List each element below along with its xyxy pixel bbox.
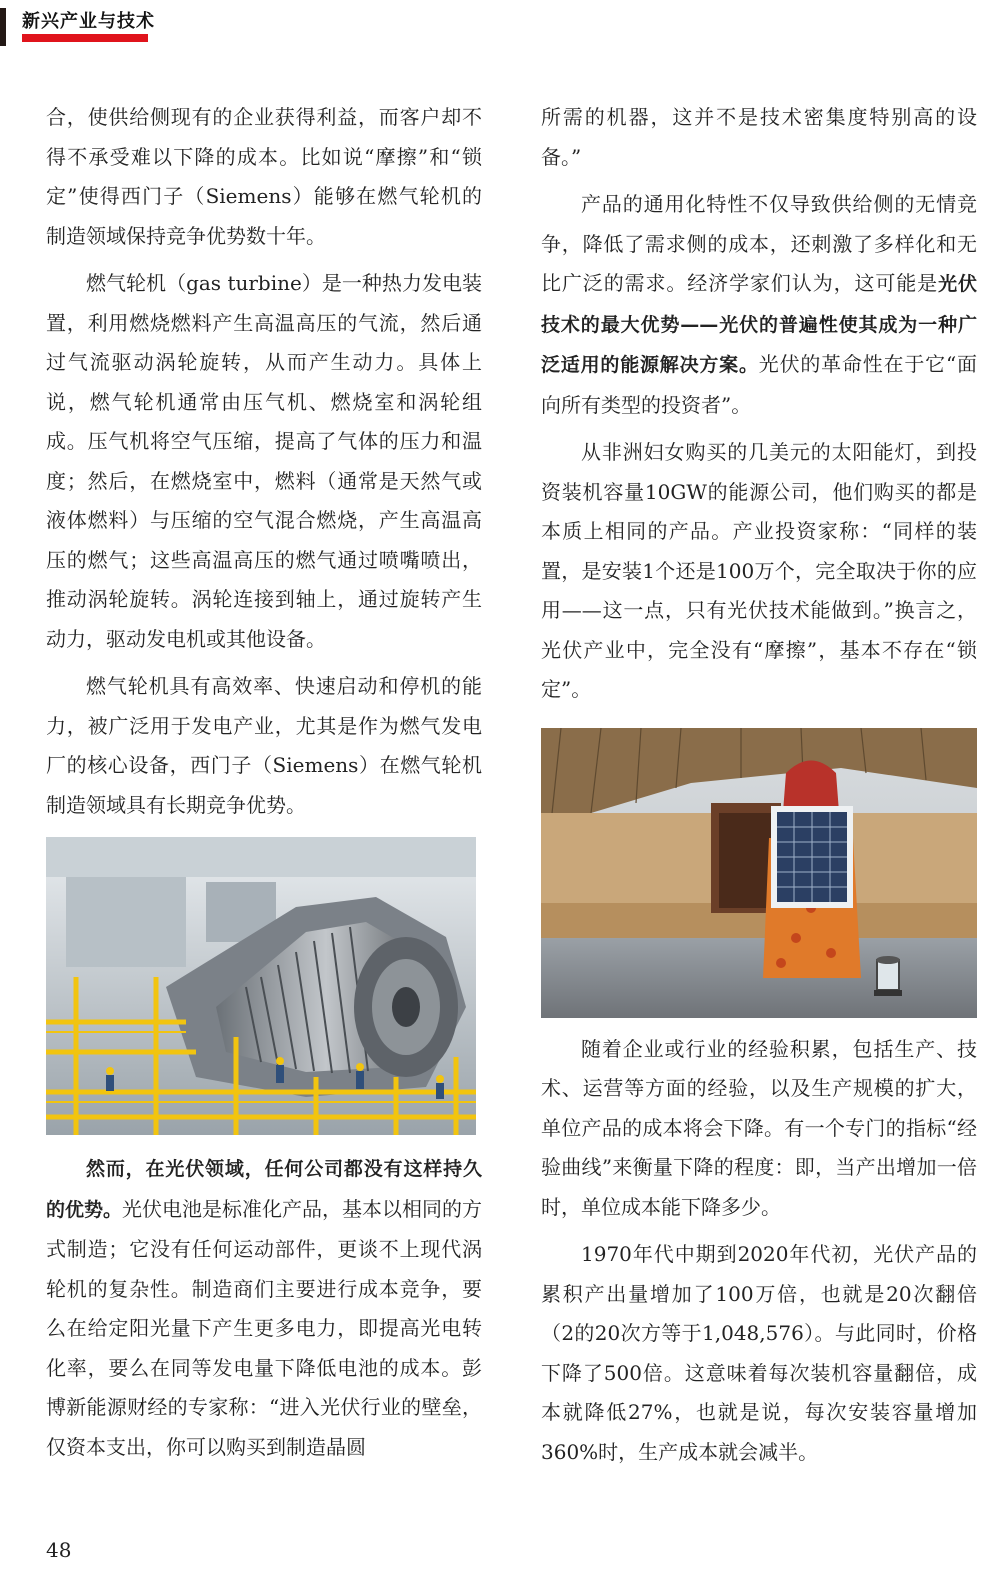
right-column [541,98,977,1480]
paragraph-text: 光伏的革命性在于它“面向所有类型的投资者”。 [541,352,977,417]
paragraph: 燃气轮机具有高效率、快速启动和停机的能力，被广泛用于发电产业，尤其是作为燃气发电厂的核心设备，西门子（Siemens）在燃气轮机制造领域具有长期竞争优势。 [46,674,482,817]
paragraph: 从非洲妇女购买的几美元的太阳能灯，到投资装机容量10GW的能源公司，他们购买的都是本质上相同的产品。产业投资家称：“同样的装置，是安装1个还是100万个，完全取决于你的应用——这一点，只有光伏技术能做到。”换言之，光伏产业中，完全没有“摩擦”，基本不存在“锁定”。 [541,440,977,701]
paragraph [541,185,977,425]
header-red-underline [22,34,148,42]
paragraph: 合，使供给侧现有的企业获得利益，而客户却不得不承受难以下降的成本。比如说“摩擦”和“锁定”使得西门子（Siemens）能够在燃气轮机的制造领域保持竞争优势数十年。 [46,105,482,248]
page-number: 48 [46,1538,72,1562]
paragraph: 所需的机器，这并不是技术密集度特别高的设备。” [541,105,977,169]
gas-turbine-photo [46,837,476,1135]
paragraph-text: 光伏电池是标准化产品，基本以相同的方式制造；它没有任何运动部件，更谈不上现代涡轮机的复杂性。制造商们主要进行成本竞争，要么在给定阳光量下产生更多电力，即提高光电转化率，要么在同等发电量下降低电池的成本。彭博新能源财经的专家称：“进入光伏行业的壁垒，仅资本支出，你可以购买到制造晶圆 [46,1196,483,1459]
emphasis-text: 光伏技术的最大优势——光伏的普遍性使其成为一种广泛适用的能源解决方案。 [541,273,977,376]
solar-panel-woman-photo [541,728,977,1018]
section-header [0,0,160,48]
paragraph [46,1149,482,1467]
left-column [46,98,482,1475]
emphasis-text: 然而，在光伏领域，任何公司都没有这样持久的优势。 [46,1158,482,1221]
paragraph: 1970年代中期到2020年代初，光伏产品的累积产出量增加了100万倍，也就是20次翻倍（2的20次方等于1,048,576）。与此同时，价格下降了500倍。这意味着每次装机容量翻倍，成本就降低27%，也就是说，每次安装容量增加360%时，生产成本就会减半。 [541,1242,977,1464]
paragraph: 燃气轮机（gas turbine）是一种热力发电装置，利用燃烧燃料产生高温高压的气流，然后通过气流驱动涡轮旋转，从而产生动力。具体上说，燃气轮机通常由压气机、燃烧室和涡轮组成。压气机将空气压缩，提高了气体的压力和温度；然后，在燃烧室中，燃料（通常是天然气或液体燃料）与压缩的空气混合燃烧，产生高温高压的燃气；这些高温高压的燃气通过喷嘴喷出，推动涡轮旋转。涡轮连接到轴上，通过旋转产生动力，驱动发电机或其他设备。 [46,271,482,651]
paragraph-text: 产品的通用化特性不仅导致供给侧的无情竞争，降低了需求侧的成本，还刺激了多样化和无比广泛的需求。经济学家们认为，这可能是 [541,192,977,295]
paragraph: 随着企业或行业的经验积累，包括生产、技术、运营等方面的经验，以及生产规模的扩大，单位产品的成本将会下降。有一个专门的指标“经验曲线”来衡量下降的程度：即，当产出增加一倍时，单位成本能下降多少。 [541,1036,977,1219]
section-title: 新兴产业与技术 [22,11,155,32]
header-accent-bar [0,8,6,46]
